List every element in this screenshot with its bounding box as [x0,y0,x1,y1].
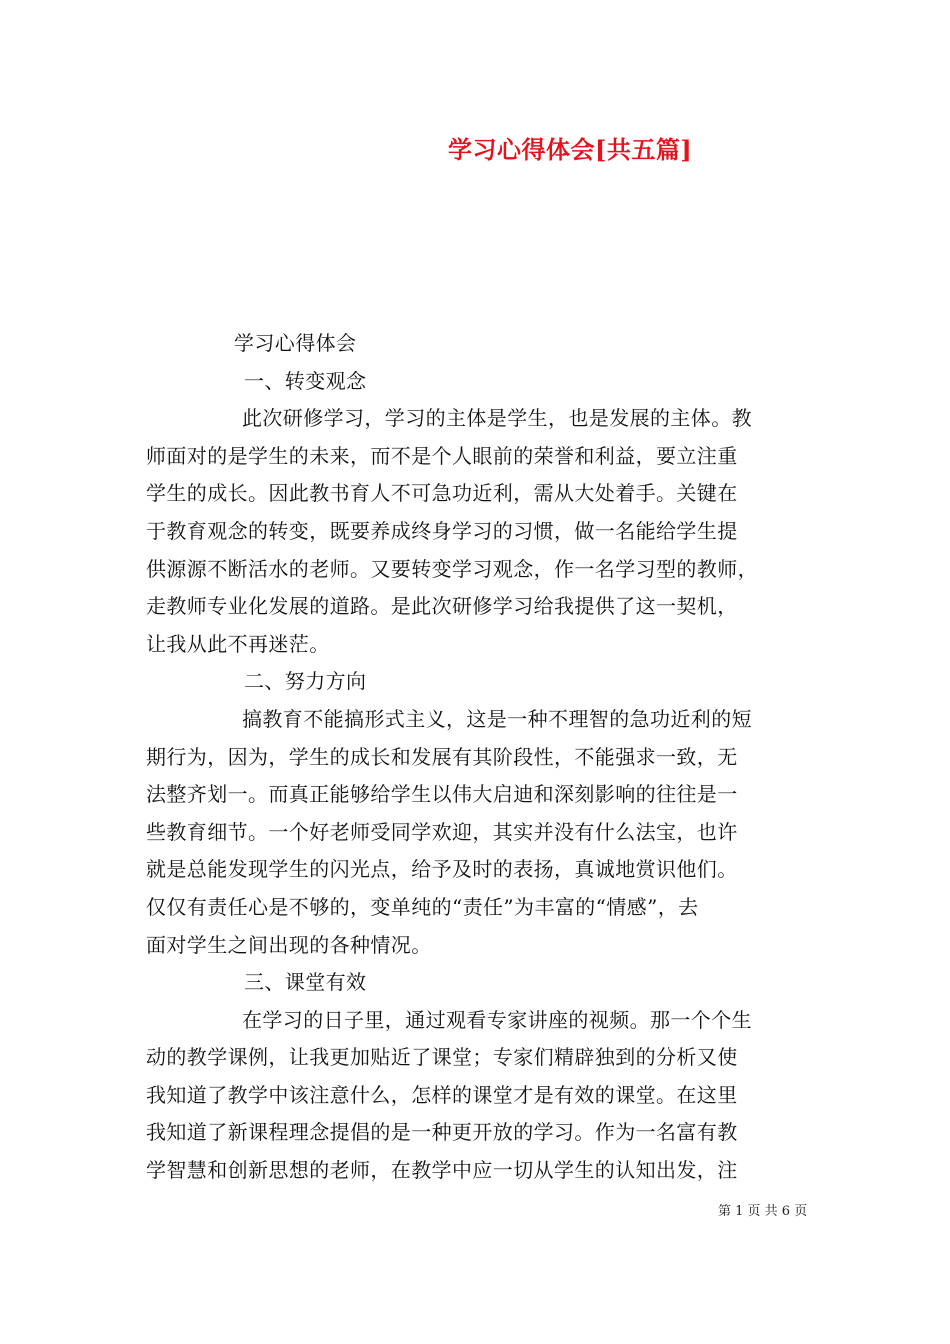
paragraph-line: 面对学生之间出现的各种情况。 [146,932,432,957]
document-title: 学习心得体会[共五篇] [448,135,693,164]
paragraph-line: 就是总能发现学生的闪光点，给予及时的表扬，真诚地赏识他们。 [146,857,738,882]
document-subtitle: 学习心得体会 [234,331,357,355]
paragraph-line: 动的教学课例，让我更加贴近了课堂；专家们精辟独到的分析又使 [146,1045,738,1070]
section-heading: 三、课堂有效 [244,970,367,995]
paragraph-line: 在学习的日子里，通过观看专家讲座的视频。那一个个生 [242,1007,752,1032]
section-heading: 二、努力方向 [244,669,367,694]
paragraph-line: 此次研修学习，学习的主体是学生，也是发展的主体。教 [242,406,752,431]
paragraph-line: 我知道了教学中该注意什么，怎样的课堂才是有效的课堂。在这里 [146,1082,738,1107]
paragraph-line: 学智慧和创新思想的老师，在教学中应一切从学生的认知出发，注 [146,1158,738,1183]
paragraph-line: 搞教育不能搞形式主义，这是一种不理智的急功近利的短 [242,706,752,731]
paragraph-line: 法整齐划一。而真正能够给学生以伟大启迪和深刻影响的往往是一 [146,782,738,807]
paragraph-line: 师面对的是学生的未来，而不是个人眼前的荣誉和利益，要立注重 [146,443,738,468]
paragraph-line: 期行为，因为，学生的成长和发展有其阶段性，不能强求一致，无 [146,744,738,769]
paragraph-line: 供源源不断活水的老师。又要转变学习观念，作一名学习型的教师， [146,556,758,581]
paragraph-line: 些教育细节。一个好老师受同学欢迎，其实并没有什么法宝，也许 [146,819,738,844]
document-body [146,325,822,1190]
paragraph-line: 于教育观念的转变，既要养成终身学习的习惯，做一名能给学生提 [146,518,738,543]
paragraph-line: 让我从此不再迷茫。 [146,631,330,656]
paragraph-line: 我知道了新课程理念提倡的是一种更开放的学习。作为一名富有教 [146,1120,738,1145]
paragraph-line: 仅仅有责任心是不够的，变单纯的“责任”为丰富的“情感”，去 [146,894,699,919]
paragraph-line: 走教师专业化发展的道路。是此次研修学习给我提供了这一契机， [146,594,738,619]
page-number: 第 1 页 共 6 页 [718,1204,808,1219]
paragraph-line: 学生的成长。因此教书育人不可急功近利，需从大处着手。关键在 [146,481,738,506]
section-heading: 一、转变观念 [244,368,367,393]
